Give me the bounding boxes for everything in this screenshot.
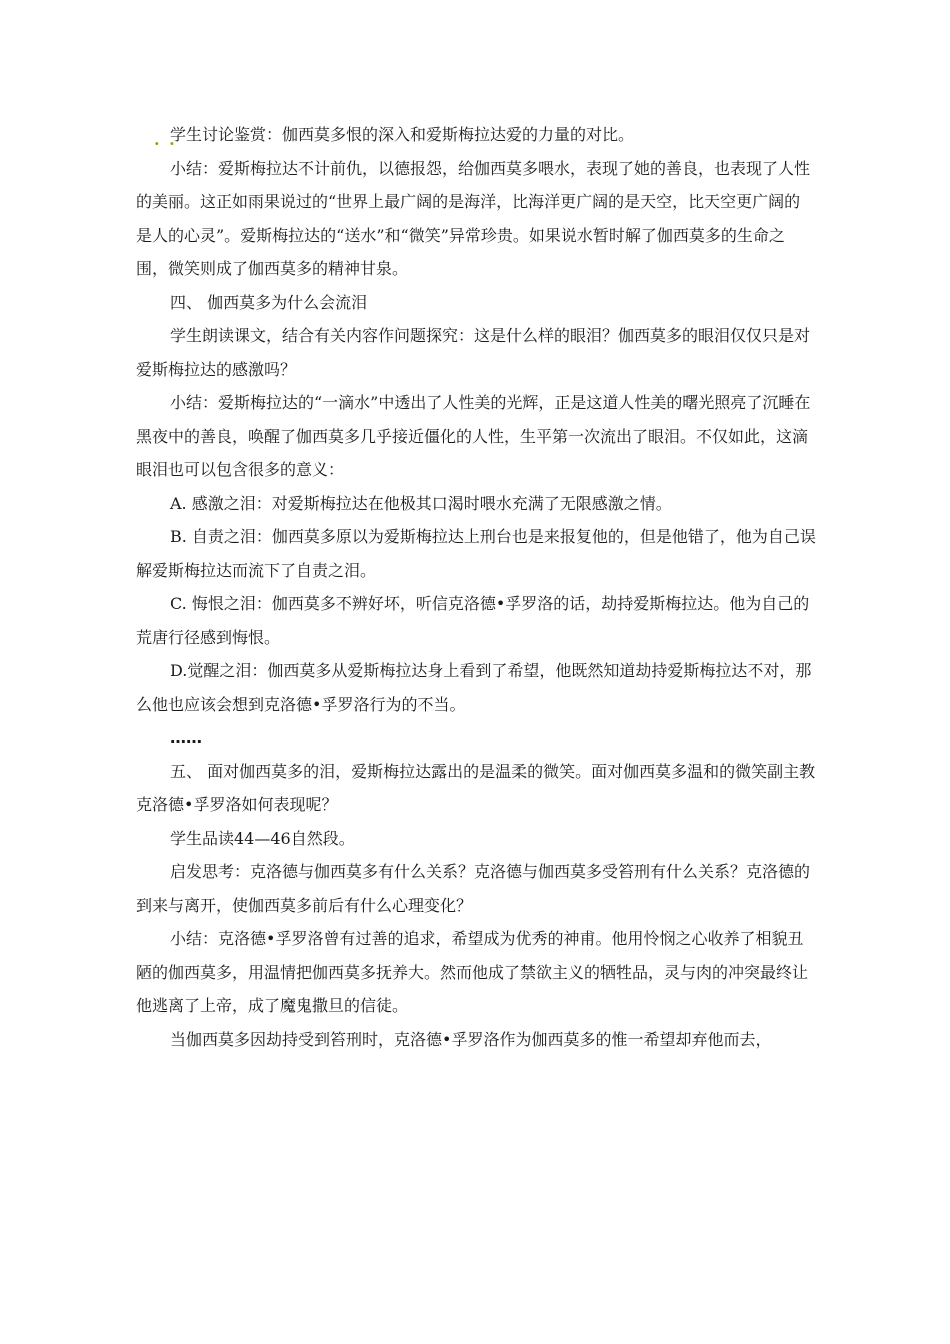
paragraph-discussion-text: 学生讨论鉴赏：伽西莫多恨的深入和爱斯梅拉达爱的力量的对比。 — [170, 125, 635, 144]
section-heading-5: 五、 面对伽西莫多的泪，爱斯梅拉达露出的是温柔的微笑。面对伽西莫多温和的微笑副主教克洛德•孚罗洛如何表现呢？ — [136, 761, 816, 814]
paragraph-summary-2: 小结：爱斯梅拉达的“一滴水”中透出了人性美的光辉，正是这道人性美的曙光照亮了沉睡在黑夜中的善良，唤醒了伽西莫多几乎接近僵化的人性，生平第一次流出了眼泪。不仅如此，这滴眼泪也可以包含很多的意义： — [136, 393, 811, 479]
list-item-d: D.觉醒之泪：伽西莫多从爱斯梅拉达身上看到了希望，他既然知道劫持爱斯梅拉达不对，那么他也应该会想到克洛德•孚罗洛行为的不当。 — [136, 661, 812, 714]
section-heading-4: 四、 伽西莫多为什么会流泪 — [170, 292, 368, 312]
list-item-b: B. 自责之泪：伽西莫多原以为爱斯梅拉达上刑台也是来报复他的，但是他错了，他为自己误解爱斯梅拉达而流下了自责之泪。 — [136, 527, 816, 580]
paragraph-discussion — [136, 118, 816, 152]
paragraph-reading-2: 学生品读44—46自然段。 — [170, 828, 355, 848]
paragraph-inspire: 启发思考：克洛德与伽西莫多有什么关系？克洛德与伽西莫多受笞刑有什么关系？克洛德的到来与离开，使伽西莫多前后有什么心理变化？ — [136, 862, 811, 915]
paragraph-reading: 学生朗读课文，结合有关内容作问题探究：这是什么样的眼泪？伽西莫多的眼泪仅仅只是对爱斯梅拉达的感激吗？ — [136, 326, 811, 379]
list-item-c: C. 悔恨之泪：伽西莫多不辨好坏，听信克洛德•孚罗洛的话，劫持爱斯梅拉达。他为自己的荒唐行径感到悔恨。 — [136, 594, 810, 647]
document-body — [136, 118, 816, 1056]
margin-marks: . . — [154, 130, 177, 149]
ellipsis: …… — [170, 728, 202, 747]
list-item-a: A. 感激之泪：对爱斯梅拉达在他极其口渴时喂水充满了无限感激之情。 — [170, 493, 672, 513]
paragraph-summary-1: 小结：爱斯梅拉达不计前仇，以德报怨，给伽西莫多喂水，表现了她的善良，也表现了人性的美丽。这正如雨果说过的“世界上最广阔的是海洋，比海洋更广阔的是天空，比天空更广阔的是人的心灵”。爱斯梅拉达的“送水”和“微笑”异常珍贵。如果说水暂时解了伽西莫多的生命之围，微笑则成了伽西莫多的精神甘泉。 — [136, 158, 811, 278]
paragraph-last: 当伽西莫多因劫持受到笞刑时，克洛德•孚罗洛作为伽西莫多的惟一希望却弃他而去， — [170, 1029, 772, 1049]
paragraph-summary-3: 小结：克洛德•孚罗洛曾有过善的追求，希望成为优秀的神甫。他用怜悯之心收养了相貌丑陋的伽西莫多，用温情把伽西莫多抚养大。然而他成了禁欲主义的牺牲品，灵与肉的冲突最终让他逃离了上帝，成了魔鬼撒旦的信徒。 — [136, 929, 809, 1015]
